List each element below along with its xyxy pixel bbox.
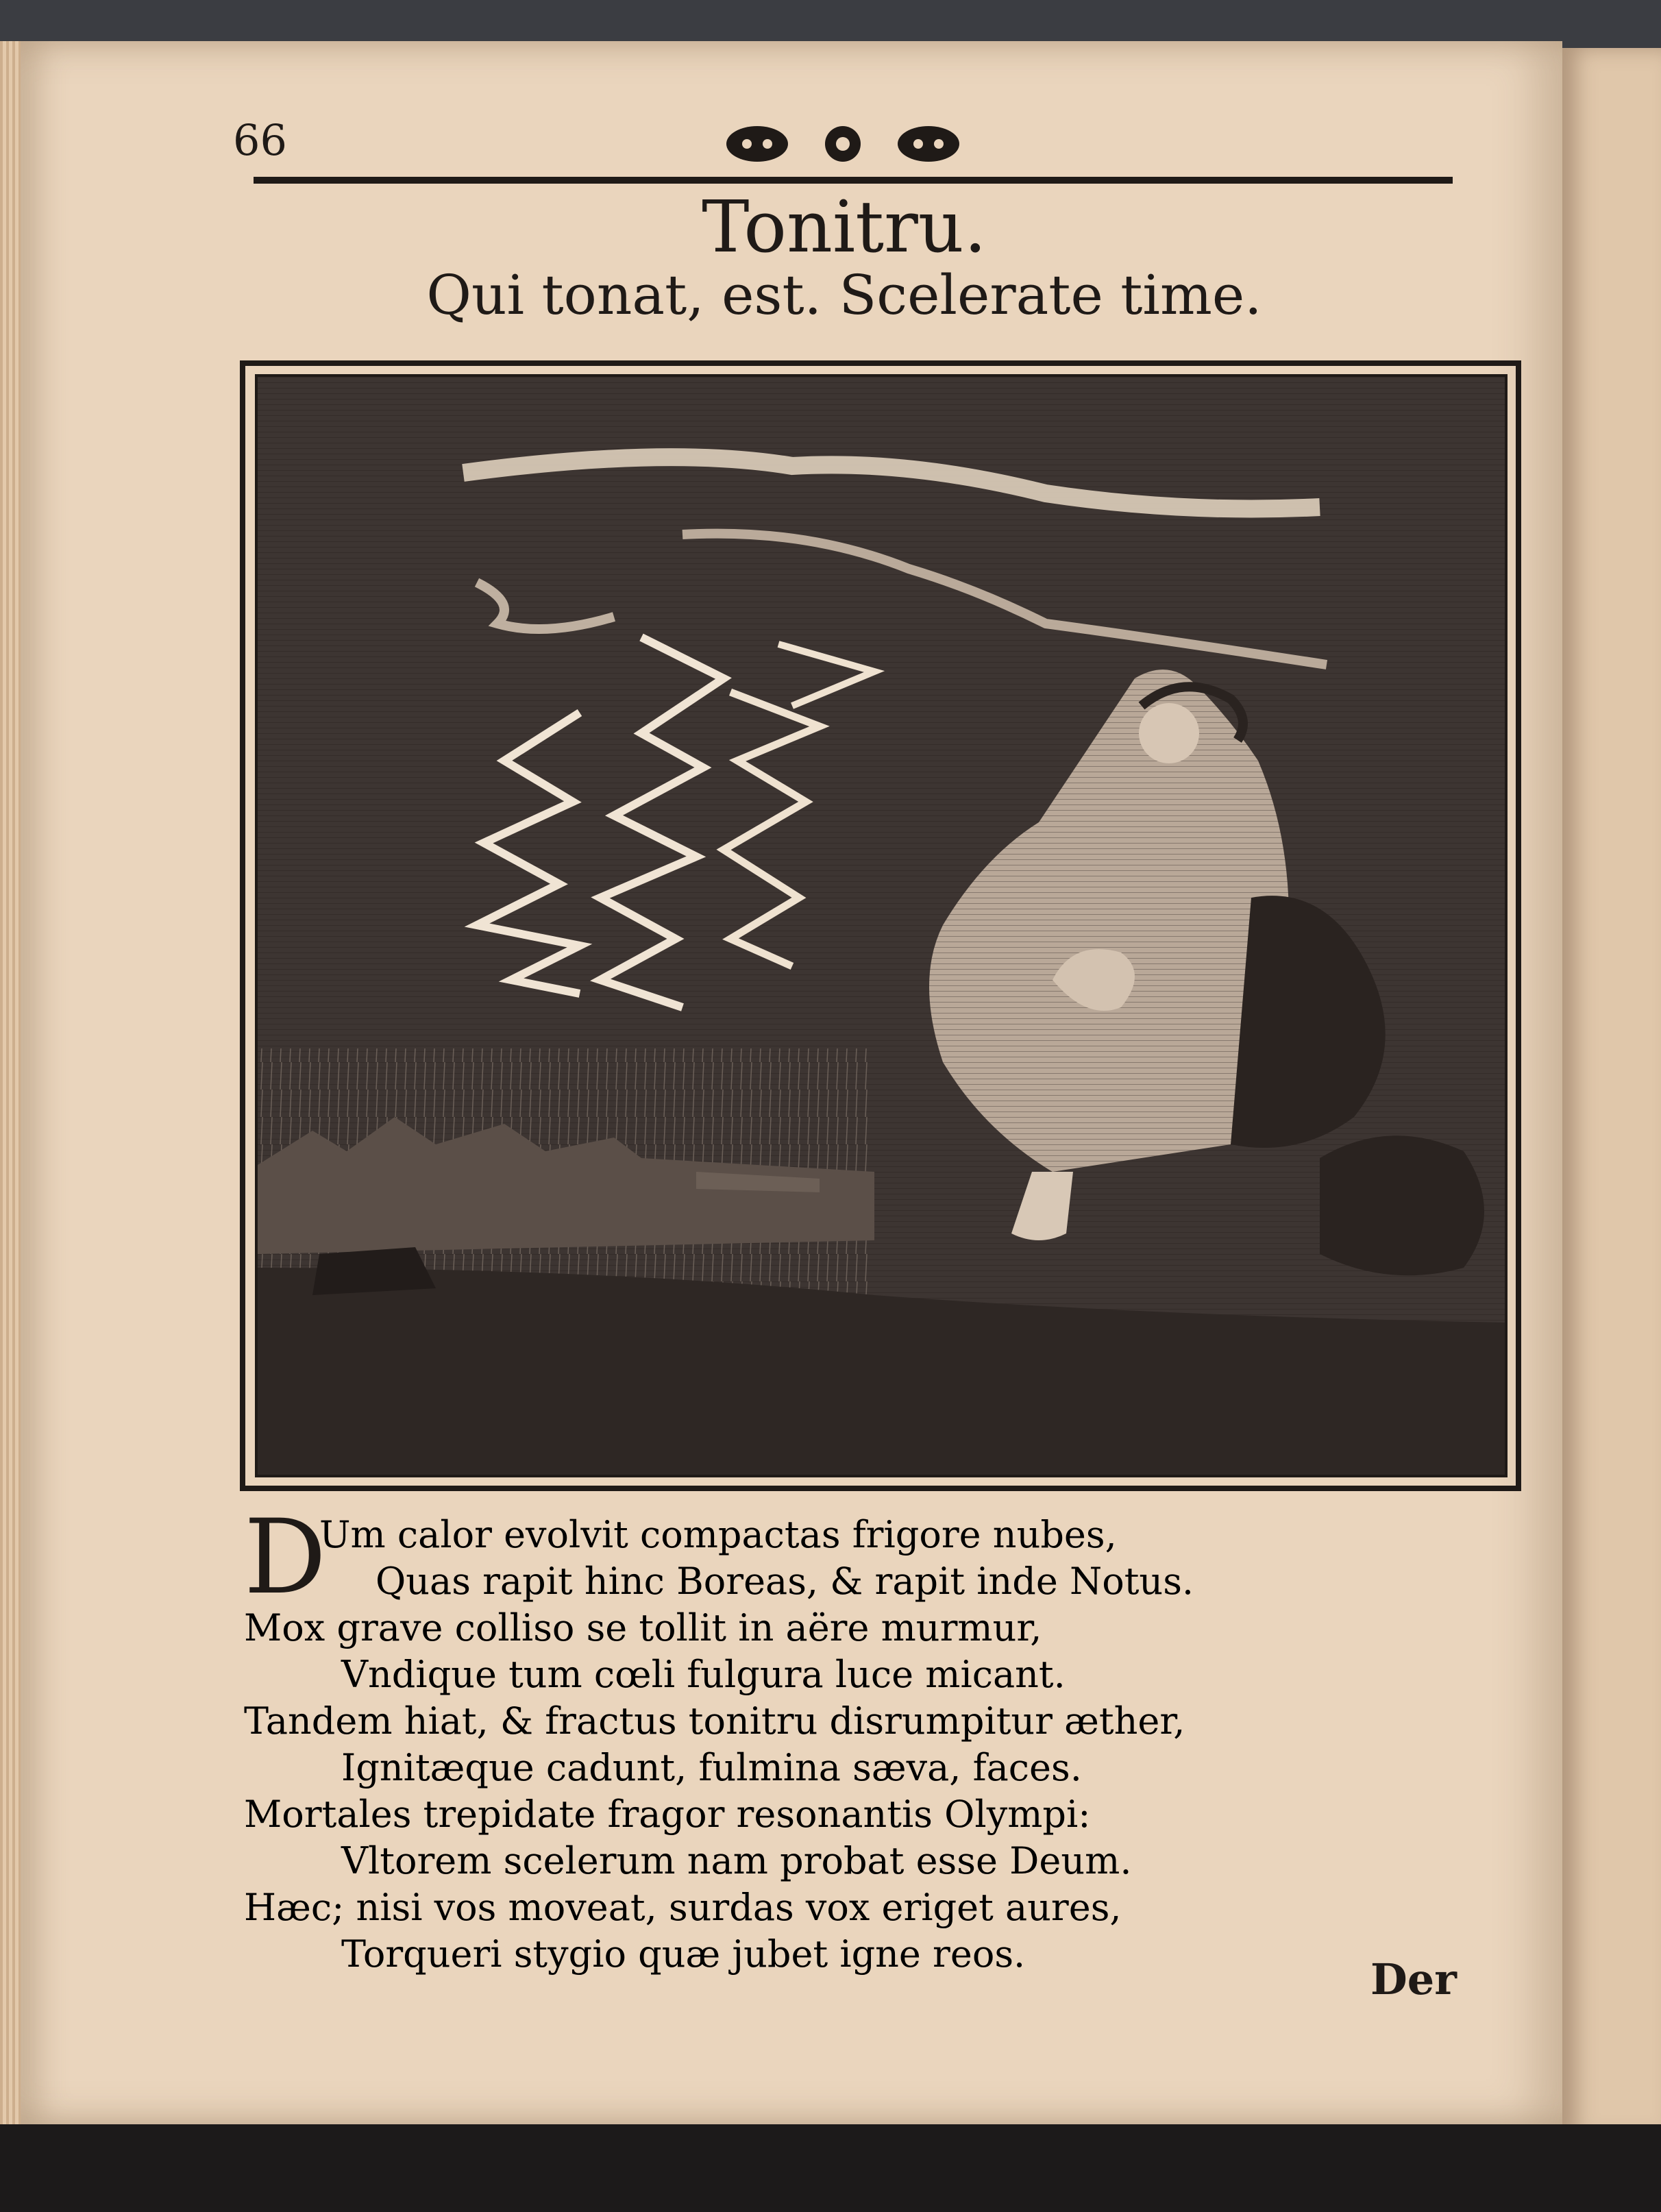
poem-line: Mortales trepidate fragor resonantis Olympi: (244, 1793, 1091, 1836)
poem-line: Ignitæque cadunt, fulmina sæva, faces. (341, 1746, 1082, 1789)
ornament-icon (719, 116, 966, 171)
background-bottom (0, 2124, 1661, 2212)
poem-line: Mox grave colliso se tollit in aëre murmur, (244, 1606, 1042, 1649)
poem-line: Quas rapit hinc Boreas, & rapit inde Notus. (376, 1560, 1194, 1603)
engraving-thunderstorm (255, 374, 1508, 1477)
catchword: Der (1370, 1954, 1457, 2004)
motto-text: Qui tonat, est. Scelerate time. (426, 263, 1262, 327)
facing-page-edge (1562, 48, 1661, 2138)
poem-line: Um calor evolvit compactas frigore nubes, (319, 1513, 1117, 1556)
poem-line: Vltorem scelerum nam probat esse Deum. (341, 1839, 1132, 1882)
page-title (0, 185, 1661, 269)
page-number: 66 (233, 115, 287, 165)
poem-line: Torqueri stygio quæ jubet igne reos. (341, 1932, 1026, 1976)
header-rule (254, 177, 1453, 184)
page-title-text: Tonitru. (702, 185, 987, 269)
poem-line: Hæc; nisi vos moveat, surdas vox eriget aures, (244, 1886, 1122, 1929)
poem-line: Vndique tum cœli fulgura luce micant. (341, 1653, 1066, 1696)
motto (0, 263, 1661, 327)
drop-cap: D (244, 1498, 327, 1617)
poem-line: Tandem hiat, & fractus tonitru disrumpitur æther, (244, 1699, 1185, 1743)
